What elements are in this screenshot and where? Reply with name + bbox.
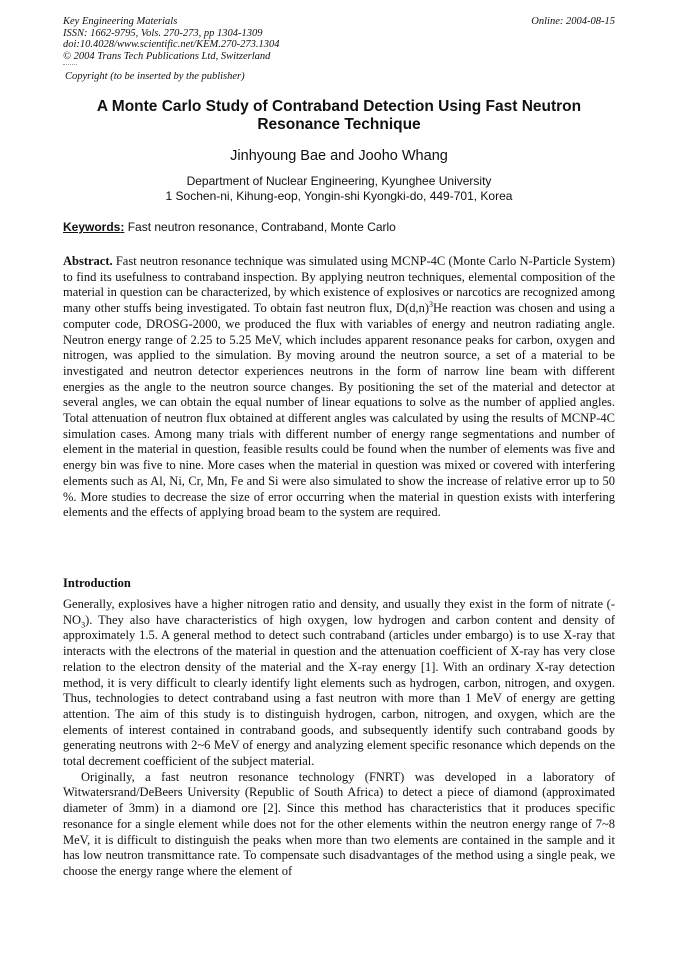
keywords-label: Keywords	[63, 220, 121, 234]
authors: Jinhyoung Bae and Jooho Whang	[230, 148, 448, 164]
title-line-1: A Monte Carlo Study of Contraband Detection Using Fast Neutron	[96, 98, 582, 115]
paper-title	[63, 98, 615, 134]
intro-p1-text-a: Generally, explosives have a higher nitrogen ratio and density, and usually they exist in the form of nitrate (-NO	[63, 597, 615, 627]
journal-header	[63, 16, 280, 62]
publisher-line: © 2004 Trans Tech Publications Ltd, Switzerland	[63, 50, 271, 62]
intro-p1-subscript: 3	[81, 620, 86, 630]
introduction-heading: Introduction	[63, 576, 131, 590]
abstract-label: Abstract.	[63, 254, 113, 268]
abstract-text-a: Fast neutron resonance technique was simulated using MCNP-4C (Monte Carlo N-Particle System) to find its usefulness to contraband inspection. By applying neutron techniques, elemental composition of the material in question can be characterized, by which existence of explosives or narcotics are recognized among many other stuffs being investigated. To obtain fast neutron flux, D(d,n)	[63, 254, 615, 316]
intro-p1-text-b: ). They also have characteristics of high oxygen, low hydrogen and carbon content and density of approximately 1.5. A general method to detect such contraband (articles under embargo) is to use X-ray that interacts with the electrons of the material in question and the attenuation coefficient of X-ray has very close relation to the electron density of the material and the X-ray energy [1]. With an ordinary X-ray detection method, it is very difficult to clearly identify light elements such as hydrogen, carbon, nitrogen, and oxygen. Thus, technologies to detect contraband using a fast neutron with more than 1 MeV of energy are getting attention. The aim of this study is to distinguish hydrogen, carbon, nitrogen, and oxygen, which are the elements of interest contained in contraband goods, and subsequently identify such contraband goods by generating neutrons with 2~6 MeV of energy and analyzing element specific resonance which depends on the total decrement coefficient of the subject material.	[63, 612, 615, 769]
header-divider	[63, 64, 77, 65]
issn-line: ISSN: 1662-9795, Vols. 270-273, pp 1304-1309	[63, 27, 263, 39]
affiliation-line-2: 1 Sochen-ni, Kihung-eop, Yongin-shi Kyongki-do, 449-701, Korea	[165, 189, 513, 203]
affiliation	[63, 174, 615, 204]
affiliation-line-1: Department of Nuclear Engineering, Kyunghee University	[186, 174, 492, 188]
introduction-paragraph-1	[63, 597, 615, 770]
abstract	[63, 254, 615, 521]
abstract-text-b: He reaction was chosen and using a computer code, DROSG-2000, we produced the flux with variables of energy and neutron radiating angle. Neutron energy range of 2.25 to 5.25 MeV, which includes apparent resonance peaks for carbon, oxygen and nitrogen, was applied to the simulation. By moving around the neutron source, a set of a material to be investigated and neutron detector experiences neutrons in the form of narrow line beam with different energies as the angle to the neutron source changes. By positioning the set of the material and detector at several angles, we can obtain the equal number of linear equations to solve as the number of applied angles. Total attenuation of neutron flux obtained at different angles was calculated by using the results of MCNP-4C simulation cases. Among many trials with different number of energy range segmentations and number of element in the material in question, feasible results could be found when the number of elements was five and energy bin was five to nine. More cases when the material in question was mixed or covered with interfering elements such as Al, Ni, Cr, Mn, Fe and Si were also simulated to show the increase of relative error up to 50 %. More studies to decrease the size of error occurring when the material in question exists with interfering elements and the effects of applying broad beam to the system are required.	[63, 301, 615, 520]
introduction-paragraph-2: Originally, a fast neutron resonance technology (FNRT) was developed in a laboratory of Witwatersrand/DeBeers University (Republic of South Africa) to detect a piece of diamond (approximated diameter of 3mm) in a diamond ore [2]. Since this method has characteristics that it produces specific resonance for a single element while does not for the other elements within the neutron energy range of 7~8 MeV, it is difficult to distinguish the peaks when more than two elements are contained in the sample and it has low neutron transmittance rate. To compensate such disadvantages of the method using a single peak, we choose the energy range where the element of	[63, 769, 615, 878]
introduction-body	[63, 597, 615, 880]
title-line-2: Resonance Technique	[257, 116, 421, 133]
abstract-superscript: 3	[429, 299, 433, 309]
keywords: Keywords: Fast neutron resonance, Contraband, Monte Carlo	[63, 220, 396, 234]
keywords-text: Fast neutron resonance, Contraband, Monte Carlo	[127, 220, 396, 234]
doi-line: doi:10.4028/www.scientific.net/KEM.270-273.1304	[63, 39, 280, 50]
journal-name: Key Engineering Materials	[63, 16, 178, 27]
online-date: Online: 2004-08-15	[531, 16, 615, 27]
copyright-note: Copyright (to be inserted by the publisher)	[65, 71, 245, 82]
